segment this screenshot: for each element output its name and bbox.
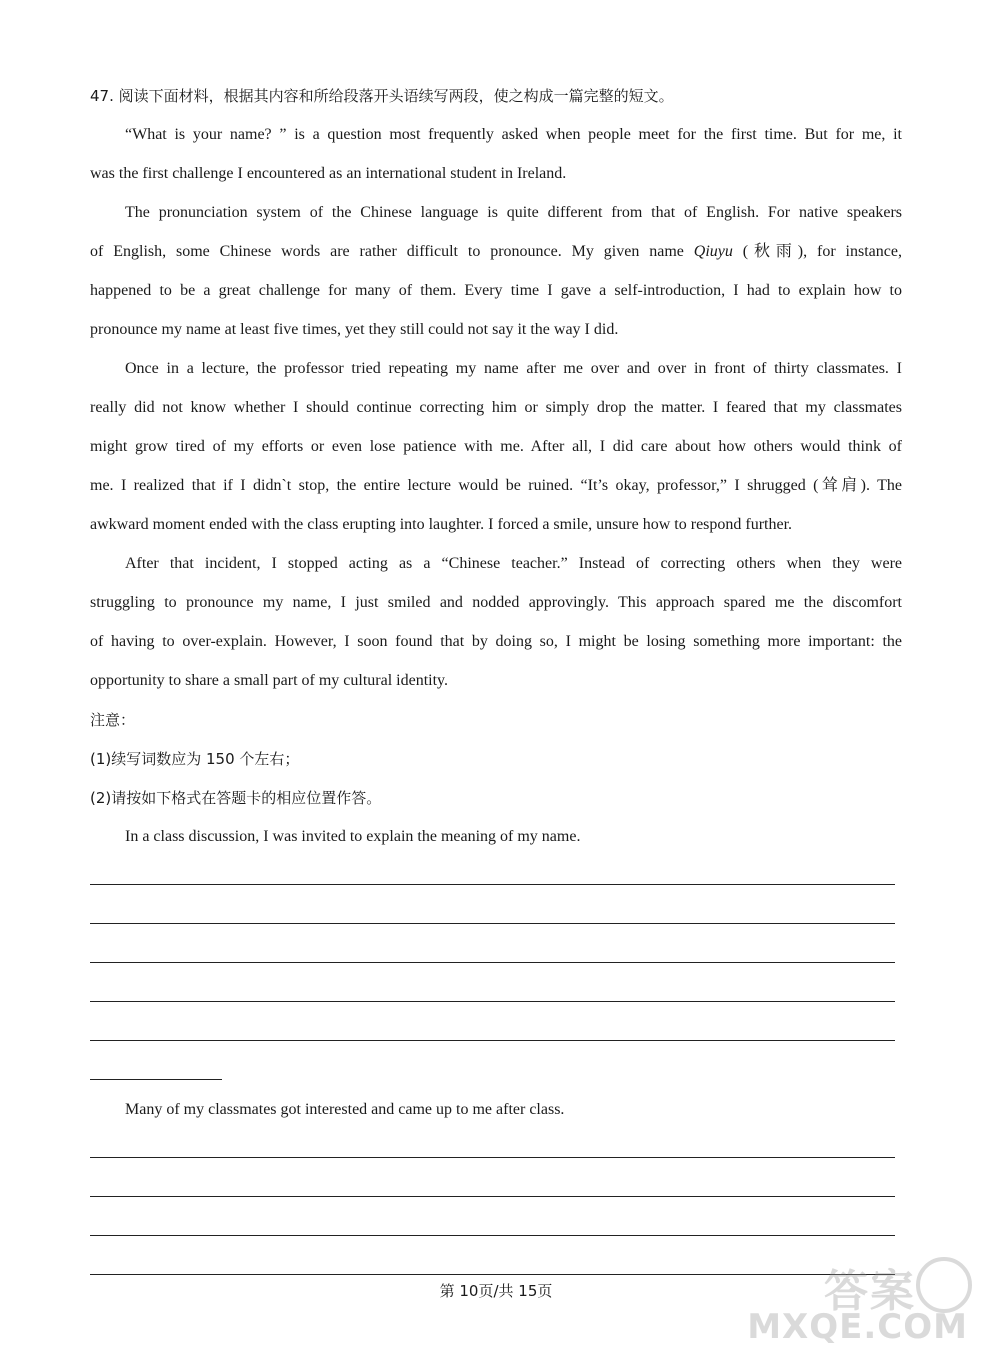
passage-line: “What is your name? ” is a question most frequently asked when people meet for the first time. But for me, it	[125, 126, 902, 143]
passage-line: happened to be a great challenge for many of them. Every time I gave a self-introduction, I had to explain how to	[90, 282, 902, 299]
answer-line[interactable]	[90, 923, 895, 924]
note-item: (2)请按如下格式在答题卡的相应位置作答。	[90, 789, 382, 807]
passage-text: (秋雨), for instance,	[732, 243, 902, 260]
answer-line[interactable]	[90, 1157, 895, 1158]
answer-line[interactable]	[90, 1235, 895, 1236]
answer-line[interactable]	[90, 962, 895, 963]
note-item: (1)续写词数应为 150 个左右；	[90, 750, 300, 768]
continuation-prompt-2: Many of my classmates got interested and came up to me after class.	[125, 1101, 565, 1118]
answer-line[interactable]	[90, 884, 895, 885]
answer-line[interactable]	[90, 1040, 895, 1041]
page-number: 第 10页/共 15页	[439, 1282, 553, 1300]
answer-line-short[interactable]	[90, 1079, 222, 1080]
watermark-top: 答案	[824, 1266, 916, 1317]
passage-line: was the first challenge I encountered as an international student in Ireland.	[90, 165, 567, 182]
passage-line: After that incident, I stopped acting as a “Chinese teacher.” Instead of correcting others when they were	[125, 555, 902, 572]
answer-line[interactable]	[90, 1001, 895, 1002]
passage-line: pronounce my name at least five times, yet they still could not say it the way I did.	[90, 321, 619, 338]
passage-line: Once in a lecture, the professor tried repeating my name after me over and over in front of thirty classmates. I	[125, 360, 902, 377]
answer-line[interactable]	[90, 1274, 895, 1275]
continuation-prompt-1: In a class discussion, I was invited to explain the meaning of my name.	[125, 828, 581, 845]
answer-line[interactable]	[90, 1196, 895, 1197]
passage-text: of English, some Chinese words are rather difficult to pronounce. My given name	[90, 243, 694, 260]
passage-line: awkward moment ended with the class erupting into laughter. I forced a smile, unsure how to respond further.	[90, 516, 793, 533]
passage-line: me. I realized that if I didn`t stop, the entire lecture would be ruined. “It’s okay, professor,” I shrugged (耸肩). The	[90, 477, 902, 494]
passage-line: really did not know whether I should continue correcting him or simply drop the matter. I feared that my classmates	[90, 399, 902, 416]
passage-line: opportunity to share a small part of my cultural identity.	[90, 672, 448, 689]
question-heading: 47. 阅读下面材料，根据其内容和所给段落开头语续写两段，使之构成一篇完整的短文。	[90, 87, 674, 105]
notes-title: 注意：	[90, 711, 136, 729]
given-name: Qiuyu	[693, 243, 733, 260]
passage-line: struggling to pronounce my name, I just smiled and nodded approvingly. This approach spared me the discomfort	[90, 594, 902, 611]
watermark-bottom: MXQE.COM	[747, 1307, 968, 1347]
passage-line	[90, 242, 902, 262]
passage-line: might grow tired of my efforts or even lose patience with me. After all, I did care about how others would think of	[90, 438, 902, 455]
passage-line: The pronunciation system of the Chinese language is quite different from that of English. For native speakers	[125, 204, 902, 221]
passage-line: of having to over-explain. However, I soon found that by doing so, I might be losing something more important: the	[90, 633, 902, 650]
